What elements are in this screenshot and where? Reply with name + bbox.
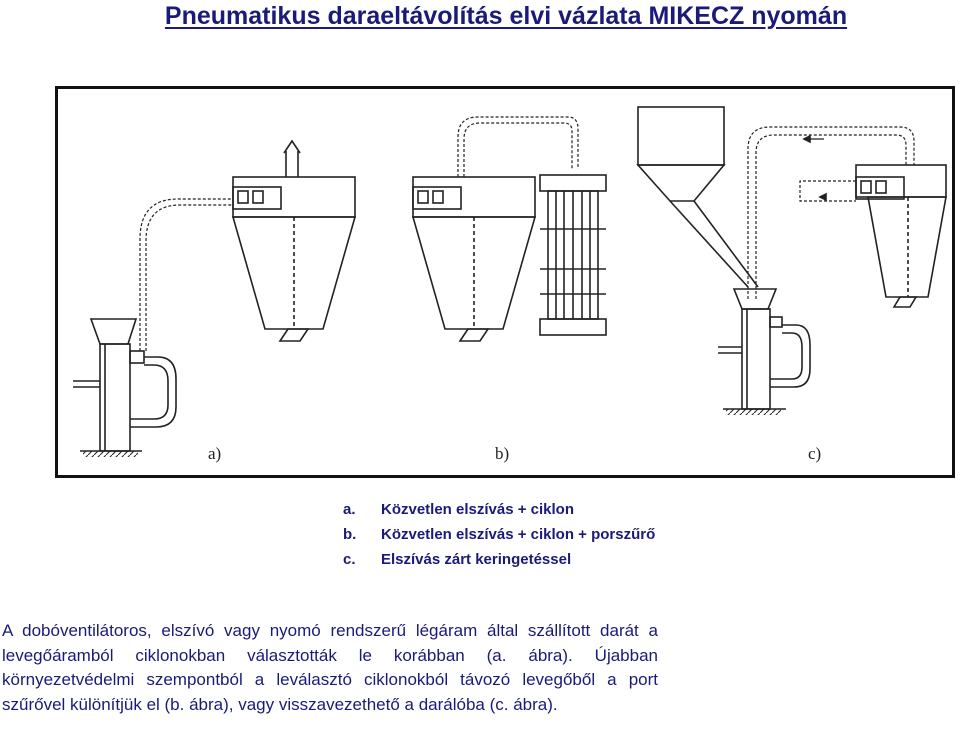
description-paragraph: A dobóventilátoros, elszívó vagy nyomó rendszerű légáram által szállított darát a levegőáramból ciklonokban választották le korábban (a. ábra). Újabban környezetvédelmi szempontból a leválasztó ciklonokból távozó levegőből a port szűrővel különítjük el (b. ábra), vagy visszavezethető a darálóba (c. ábra).: [2, 621, 658, 714]
dust-filter: [540, 175, 606, 335]
cyclone-3: [856, 165, 946, 307]
hopper-c: [638, 107, 758, 287]
mill-a: [73, 319, 176, 457]
legend-key: c.: [343, 551, 356, 568]
figure-label-a: a): [208, 444, 222, 463]
pipe-a: [140, 199, 233, 351]
pipe-b-up: [458, 117, 578, 177]
legend-item-c: [343, 547, 655, 572]
cyclone-2: [413, 177, 535, 341]
pipe-c-loop: [748, 127, 914, 299]
figure-label-b: b): [495, 444, 510, 463]
schematic-figure: [55, 86, 955, 478]
legend-item-a: [343, 497, 655, 522]
legend-text: Elszívás zárt keringetéssel: [381, 551, 572, 568]
legend-text: Közvetlen elszívás + ciklon + porszűrő: [381, 526, 656, 543]
legend-text: Közvetlen elszívás + ciklon: [381, 501, 575, 518]
mill-c: [718, 289, 810, 415]
legend-key: b.: [343, 526, 357, 543]
legend-key: a.: [343, 501, 356, 518]
page-title: Pneumatikus daraeltávolítás elvi vázlata MIKECZ nyomán: [164, 2, 848, 30]
legend-item-b: [343, 522, 655, 547]
figure-label-c: c): [808, 444, 822, 463]
legend-list: [343, 497, 655, 572]
cyclone-1: [233, 141, 355, 341]
schematic-drawing: [58, 89, 952, 475]
